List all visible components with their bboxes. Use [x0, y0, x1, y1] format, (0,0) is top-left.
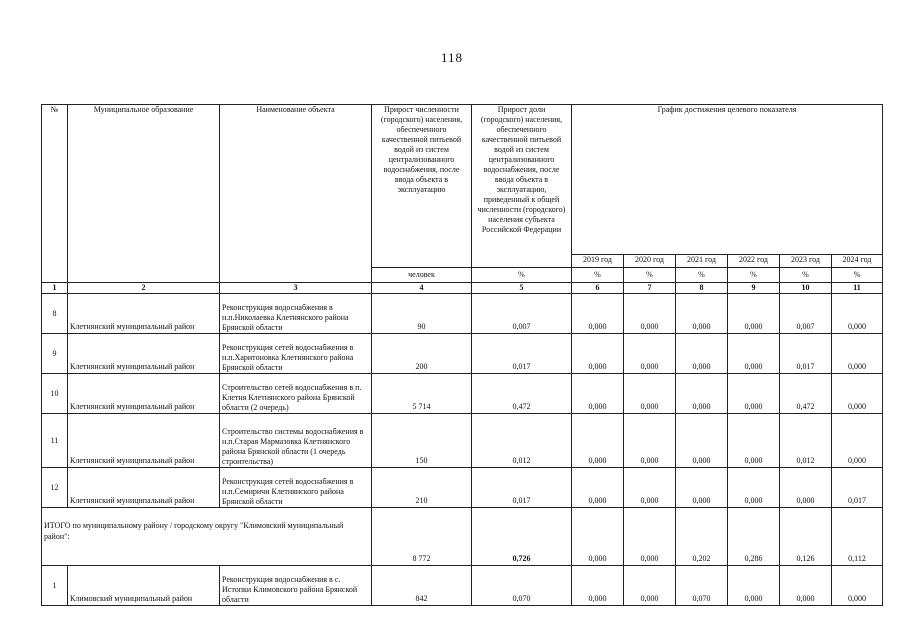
row-number: 9 — [42, 334, 68, 374]
object-name-cell: Реконструкция водоснабжения в н.п.Николаевка Клетнянского района Брянской области — [220, 294, 372, 334]
year-value-cell: 0,000 — [728, 294, 780, 334]
year-value-cell: 0,472 — [780, 374, 832, 414]
year-value-cell: 0,000 — [728, 334, 780, 374]
year-value-cell: 0,000 — [832, 566, 883, 606]
header-municipality: Муниципальное образование — [68, 105, 220, 283]
table-row — [42, 414, 883, 468]
year-value-cell: 0,000 — [676, 294, 728, 334]
share-cell: 0,012 — [472, 414, 572, 468]
unit-people: человек — [372, 268, 472, 283]
column-number: 1 — [42, 283, 68, 294]
total-year-value-cell: 0,112 — [832, 508, 883, 566]
year-value-cell: 0,000 — [728, 414, 780, 468]
year-value-cell: 0,000 — [728, 566, 780, 606]
table-row — [42, 468, 883, 508]
column-number-row — [42, 283, 883, 294]
header-schedule: График достижения целевого показателя — [572, 105, 883, 255]
year-value-cell: 0,000 — [624, 374, 676, 414]
unit-pct: % — [728, 268, 780, 283]
header-year: 2019 год — [572, 255, 624, 268]
year-value-cell: 0,000 — [624, 294, 676, 334]
header-share-growth: Прирост доли (городского) населения, обеспеченного качественной питьевой водой из систем централизованного водоснабжения, после ввода объекта в эксплуатацию, приведенный к общей численности (городского) населения субъекта Российской Федерации — [472, 105, 572, 268]
row-number: 11 — [42, 414, 68, 468]
unit-pct: % — [832, 268, 883, 283]
year-value-cell: 0,007 — [780, 294, 832, 334]
unit-pct: % — [472, 268, 572, 283]
object-name-cell: Реконструкция водоснабжения в с. Истопки Климовского района Брянской области — [220, 566, 372, 606]
unit-pct: % — [676, 268, 728, 283]
object-name-cell: Строительство системы водоснабжения в н.п.Старая Мармазовка Клетнянского района Брянской области (1 очередь строительства) — [220, 414, 372, 468]
total-year-value-cell: 0,286 — [728, 508, 780, 566]
column-number: 7 — [624, 283, 676, 294]
unit-pct: % — [624, 268, 676, 283]
year-value-cell: 0,000 — [832, 294, 883, 334]
total-year-value-cell: 0,126 — [780, 508, 832, 566]
municipality-cell: Клетнянский муниципальный район — [68, 468, 220, 508]
year-value-cell: 0,000 — [728, 374, 780, 414]
column-number: 10 — [780, 283, 832, 294]
object-name-cell: Строительство сетей водоснабжения в п. Клетня Клетнянского района Брянской области (2 очередь) — [220, 374, 372, 414]
people-cell: 842 — [372, 566, 472, 606]
header-year: 2022 год — [728, 255, 780, 268]
year-value-cell: 0,000 — [676, 468, 728, 508]
year-value-cell: 0,000 — [728, 468, 780, 508]
year-value-cell: 0,000 — [624, 334, 676, 374]
column-number: 6 — [572, 283, 624, 294]
page-number: 118 — [440, 50, 464, 65]
municipality-cell: Клетнянский муниципальный район — [68, 414, 220, 468]
header-object: Наименование объекта — [220, 105, 372, 283]
year-value-cell: 0,000 — [572, 414, 624, 468]
unit-pct: % — [572, 268, 624, 283]
row-number: 1 — [42, 566, 68, 606]
year-value-cell: 0,000 — [676, 334, 728, 374]
municipality-cell: Климовский муниципальный район — [68, 566, 220, 606]
year-value-cell: 0,000 — [624, 566, 676, 606]
object-name-cell: Реконструкция сетей водоснабжения в н.п.Харитоновка Клетнянского района Брянской области — [220, 334, 372, 374]
column-number: 3 — [220, 283, 372, 294]
year-value-cell: 0,000 — [676, 374, 728, 414]
total-row — [42, 508, 883, 566]
year-value-cell: 0,000 — [572, 334, 624, 374]
column-number: 4 — [372, 283, 472, 294]
column-number: 8 — [676, 283, 728, 294]
header-year: 2021 год — [676, 255, 728, 268]
share-cell: 0,007 — [472, 294, 572, 334]
year-value-cell: 0,000 — [832, 414, 883, 468]
year-value-cell: 0,000 — [624, 414, 676, 468]
year-value-cell: 0,070 — [676, 566, 728, 606]
total-label: ИТОГО по муниципальному району / городскому округу "Климовский муниципальный район": — [42, 508, 372, 566]
object-name-cell: Реконструкция сетей водоснабжения в н.п.Семиричи Клетнянского района Брянской области — [220, 468, 372, 508]
municipality-cell: Клетнянский муниципальный район — [68, 294, 220, 334]
year-value-cell: 0,000 — [572, 566, 624, 606]
target-indicator-table — [41, 104, 883, 606]
column-number: 11 — [832, 283, 883, 294]
total-year-value-cell: 0,000 — [624, 508, 676, 566]
year-value-cell: 0,017 — [832, 468, 883, 508]
people-cell: 90 — [372, 294, 472, 334]
header-year: 2020 год — [624, 255, 676, 268]
year-value-cell: 0,000 — [572, 468, 624, 508]
table-row — [42, 294, 883, 334]
total-share-cell: 0,726 — [472, 508, 572, 566]
year-value-cell: 0,000 — [832, 334, 883, 374]
share-cell: 0,017 — [472, 468, 572, 508]
year-value-cell: 0,000 — [780, 468, 832, 508]
table-row — [42, 334, 883, 374]
people-cell: 150 — [372, 414, 472, 468]
header-year: 2023 год — [780, 255, 832, 268]
total-year-value-cell: 0,000 — [572, 508, 624, 566]
year-value-cell: 0,017 — [780, 334, 832, 374]
share-cell: 0,472 — [472, 374, 572, 414]
row-number: 10 — [42, 374, 68, 414]
municipality-cell: Клетнянский муниципальный район — [68, 374, 220, 414]
header-pop-growth: Прирост численности (городского) населения, обеспеченного качественной питьевой водой из систем централизованного водоснабжения, после ввода объекта в эксплуатацию — [372, 105, 472, 268]
header-no: № — [42, 105, 68, 283]
header-year: 2024 год — [832, 255, 883, 268]
share-cell: 0,070 — [472, 566, 572, 606]
row-number: 12 — [42, 468, 68, 508]
municipality-cell: Клетнянский муниципальный район — [68, 334, 220, 374]
year-value-cell: 0,000 — [572, 374, 624, 414]
row-number: 8 — [42, 294, 68, 334]
table-row — [42, 566, 883, 606]
people-cell: 200 — [372, 334, 472, 374]
total-year-value-cell: 0,202 — [676, 508, 728, 566]
share-cell: 0,017 — [472, 334, 572, 374]
total-people-cell: 8 772 — [372, 508, 472, 566]
column-number: 9 — [728, 283, 780, 294]
people-cell: 210 — [372, 468, 472, 508]
year-value-cell: 0,000 — [572, 294, 624, 334]
year-value-cell: 0,000 — [676, 414, 728, 468]
year-value-cell: 0,000 — [624, 468, 676, 508]
unit-pct: % — [780, 268, 832, 283]
table-row — [42, 374, 883, 414]
column-number: 2 — [68, 283, 220, 294]
column-number: 5 — [472, 283, 572, 294]
year-value-cell: 0,000 — [780, 566, 832, 606]
year-value-cell: 0,012 — [780, 414, 832, 468]
people-cell: 5 714 — [372, 374, 472, 414]
year-value-cell: 0,000 — [832, 374, 883, 414]
